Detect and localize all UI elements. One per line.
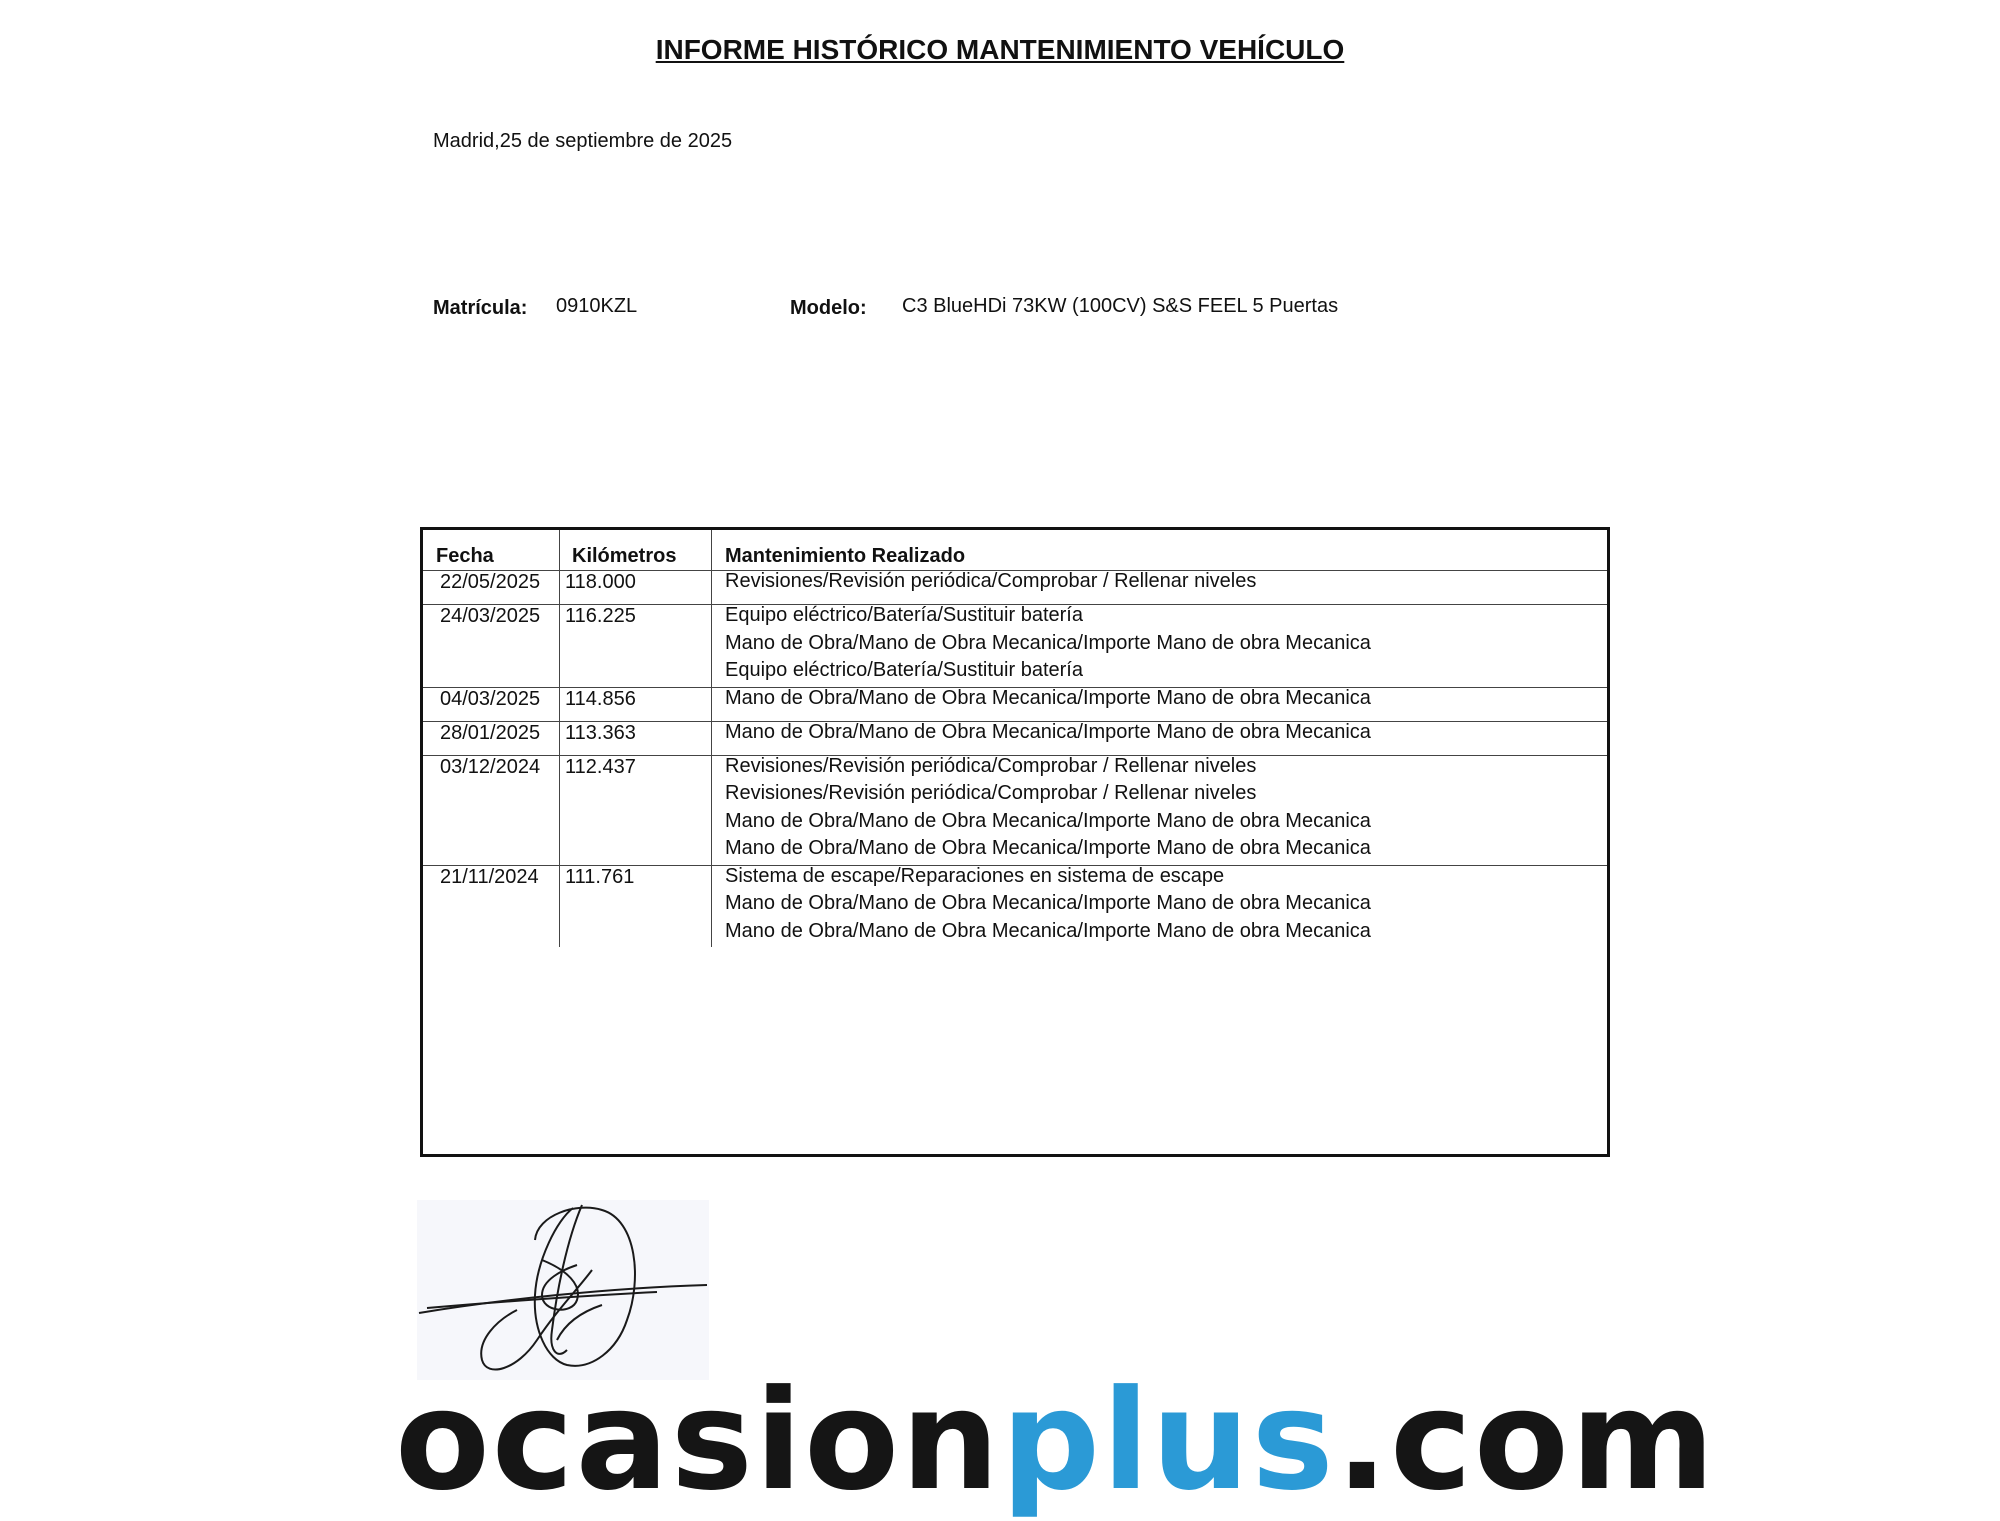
maintenance-item: Mano de Obra/Mano de Obra Mecanica/Importe Mano de obra Mecanica	[725, 631, 1371, 654]
column-divider	[559, 530, 560, 947]
row-km: 118.000	[565, 571, 636, 593]
row-date: 22/05/2025	[440, 571, 541, 593]
maintenance-item: Equipo eléctrico/Batería/Sustituir batería	[725, 659, 1083, 681]
logo-part-com: .com	[1335, 1360, 1717, 1521]
maintenance-item: Mano de Obra/Mano de Obra Mecanica/Importe Mano de obra Mecanica	[725, 837, 1371, 859]
row-km: 114.856	[565, 687, 636, 710]
row-km: 111.761	[565, 865, 635, 888]
row-date: 28/01/2025	[440, 721, 541, 744]
maintenance-item: Mano de Obra/Mano de Obra Mecanica/Importe Mano de obra Mecanica	[725, 892, 1371, 914]
row-date: 21/11/2024	[440, 865, 539, 888]
maintenance-table	[420, 527, 1610, 1157]
maintenance-item: Mano de Obra/Mano de Obra Mecanica/Importe Mano de obra Mecanica	[725, 919, 1371, 942]
row-date: 24/03/2025	[440, 605, 541, 627]
row-km: 113.363	[565, 721, 636, 744]
row-date: 03/12/2024	[440, 755, 541, 778]
header-maintenance: Mantenimiento Realizado	[725, 545, 966, 567]
maintenance-item: Mano de Obra/Mano de Obra Mecanica/Importe Mano de obra Mecanica	[725, 686, 1371, 709]
maintenance-item: Equipo eléctrico/Batería/Sustituir batería	[725, 604, 1083, 626]
signature	[417, 1200, 709, 1380]
row-date: 04/03/2025	[440, 687, 541, 710]
plate-label: Matrícula:	[433, 297, 528, 319]
row-maintenance	[725, 602, 1371, 685]
maintenance-item: Sistema de escape/Reparaciones en sistema de escape	[725, 864, 1225, 887]
row-maintenance	[725, 719, 1371, 747]
row-maintenance	[725, 568, 1256, 596]
column-divider	[711, 530, 712, 947]
maintenance-item: Revisiones/Revisión periódica/Comprobar / Rellenar niveles	[725, 754, 1257, 777]
model-label: Modelo:	[790, 297, 867, 319]
ocasionplus-logo	[395, 1360, 1717, 1521]
place-date: Madrid,25 de septiembre de 2025	[433, 130, 733, 152]
row-km: 112.437	[565, 755, 636, 778]
row-maintenance	[725, 863, 1371, 946]
header-date: Fecha	[436, 545, 494, 567]
maintenance-item: Mano de Obra/Mano de Obra Mecanica/Importe Mano de obra Mecanica	[725, 720, 1371, 743]
maintenance-item: Mano de Obra/Mano de Obra Mecanica/Importe Mano de obra Mecanica	[725, 809, 1371, 832]
header-km: Kilómetros	[572, 545, 677, 567]
row-maintenance	[725, 685, 1371, 713]
row-km: 116.225	[565, 605, 636, 627]
row-maintenance	[725, 753, 1371, 863]
document-title: INFORME HISTÓRICO MANTENIMIENTO VEHÍCULO	[655, 34, 1345, 65]
plate-value: 0910KZL	[556, 295, 638, 317]
maintenance-item: Revisiones/Revisión periódica/Comprobar / Rellenar niveles	[725, 570, 1257, 592]
model-value: C3 BlueHDi 73KW (100CV) S&S FEEL 5 Puertas	[902, 295, 1339, 317]
logo-part-plus: plus	[1001, 1360, 1336, 1521]
logo-part-ocasion: ocasion	[395, 1360, 1002, 1521]
maintenance-item: Revisiones/Revisión periódica/Comprobar / Rellenar niveles	[725, 782, 1257, 804]
